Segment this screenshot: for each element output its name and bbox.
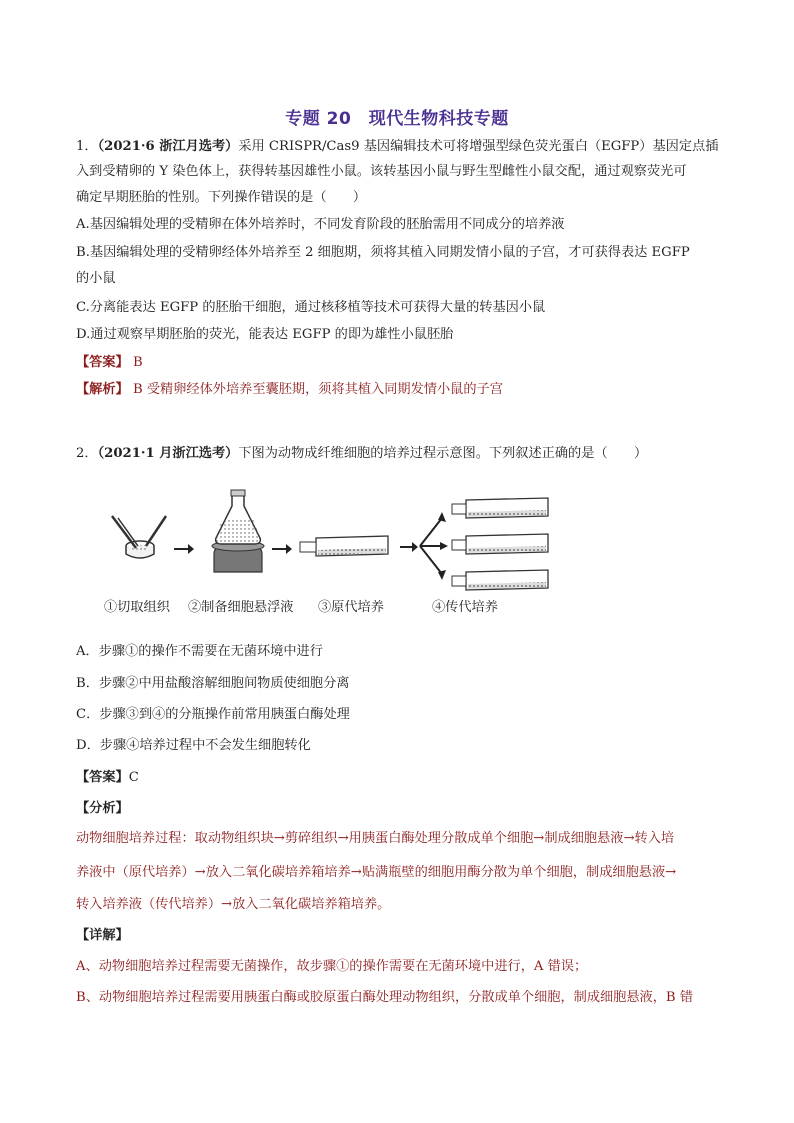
q1-stem-line3: 确定早期胚胎的性别。下列操作错误的是（ ） [76, 190, 367, 205]
q1-analysis-tag: 【解析】 [76, 382, 129, 397]
q2-analysis-line2: 养液中（原代培养）→放入二氧化碳培养箱培养→贴满瓶壁的细胞用酶分散为单个细胞，制成细胞悬液→ [76, 865, 677, 880]
figure-label-1: ①切取组织 [104, 600, 170, 615]
q2-analysis-tag: 【分析】 [76, 801, 129, 816]
q1-answer-value: B [132, 355, 143, 370]
culture-flask-icon [300, 536, 388, 556]
flask-on-stirrer-icon [212, 490, 264, 572]
q2-source: （2021·1 月浙江选考） [97, 446, 239, 461]
q2-answer-value: C [128, 770, 139, 785]
q1-answer-tag: 【答案】 [76, 355, 129, 370]
q1-option-d: D.通过观察早期胚胎的荧光，能表达 EGFP 的即为雄性小鼠胚胎 [76, 327, 454, 342]
arrow-icon [400, 542, 418, 552]
q1-analysis [76, 381, 726, 399]
q1-option-b-line2: 的小鼠 [76, 271, 116, 286]
figure-label-4: ④传代培养 [432, 600, 498, 615]
q1-source: （2021·6 浙江月选考） [97, 139, 239, 154]
q2-option-d: D．步骤④培养过程中不会发生细胞转化 [76, 738, 311, 753]
figure-label-3: ③原代培养 [318, 600, 384, 615]
subculture-flasks-icon [452, 498, 548, 590]
figure-label-2: ②制备细胞悬浮液 [188, 600, 294, 615]
q1-stem-line2: 入到受精卵的 Y 染色体上，获得转基因雄性小鼠。该转基因小鼠与野生型雌性小鼠交配，通过观察荧光可 [76, 164, 687, 179]
q2-detail-line1: A、动物细胞培养过程需要无菌操作，故步骤①的操作需要在无菌环境中进行，A 错误； [76, 959, 588, 974]
branch-arrows-icon [420, 512, 448, 580]
q1-option-a: A.基因编辑处理的受精卵在体外培养时，不同发育阶段的胚胎需用不同成分的培养液 [76, 217, 565, 232]
q1-option-b-line1: B.基因编辑处理的受精卵经体外培养至 2 细胞期，须将其植入同期发情小鼠的子宫，才可获得表达 EGFP [76, 245, 690, 260]
q2-option-b: B．步骤②中用盐酸溶解细胞间物质使细胞分离 [76, 676, 350, 691]
q2-detail-line2: B、动物细胞培养过程需要用胰蛋白酶或胶原蛋白酶处理动物组织，分散成单个细胞，制成细胞悬液，B 错 [76, 990, 694, 1005]
page-title: 专题 20 现代生物科技专题 [285, 109, 509, 129]
q2-option-a: A．步骤①的操作不需要在无菌环境中进行 [76, 644, 323, 659]
arrow-icon [174, 544, 194, 554]
q2-stem [76, 445, 726, 463]
q2-analysis-line3: 转入培养液（传代培养）→放入二氧化碳培养箱培养。 [76, 897, 391, 912]
q1-option-c: C.分离能表达 EGFP 的胚胎干细胞，通过核移植等技术可获得大量的转基因小鼠 [76, 300, 546, 315]
q2-answer [76, 769, 726, 787]
q2-analysis-line1: 动物细胞培养过程：取动物组织块→剪碎组织→用胰蛋白酶处理分散成单个细胞→制成细胞悬液→转入培 [76, 831, 675, 846]
q1-analysis-text: B 受精卵经体外培养至囊胚期，须将其植入同期发情小鼠的子宫 [132, 382, 503, 397]
q2-option-c: C．步骤③到④的分瓶操作前常用胰蛋白酶处理 [76, 707, 350, 722]
q1-stem-text1: 采用 CRISPR/Cas9 基因编辑技术可将增强型绿色荧光蛋白（EGFP）基因定点插 [238, 139, 719, 154]
q2-answer-tag: 【答案】 [76, 770, 129, 785]
q1-answer [76, 354, 726, 372]
q2-detail-tag: 【详解】 [76, 928, 129, 943]
q2-number: 2． [76, 446, 98, 461]
arrow-icon [272, 544, 292, 554]
q1-stem-line1 [76, 138, 726, 156]
q2-stem-text: 下图为动物成纤维细胞的培养过程示意图。下列叙述正确的是（ ） [238, 446, 648, 461]
dish-with-forceps-icon [112, 516, 166, 558]
q1-number: 1． [76, 139, 98, 154]
